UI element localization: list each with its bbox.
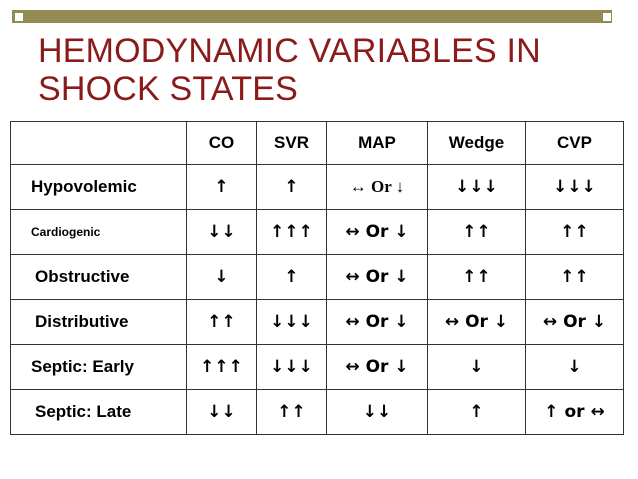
row-label: Cardiogenic bbox=[11, 210, 187, 255]
table-row-cardiogenic bbox=[11, 210, 624, 255]
table-row-distributive bbox=[11, 300, 624, 345]
decorative-top-bar bbox=[12, 10, 612, 23]
table-row-obstructive bbox=[11, 255, 624, 300]
value-cell: ↑ bbox=[187, 165, 257, 210]
row-label: Distributive bbox=[11, 300, 187, 345]
value-cell: ↑ bbox=[257, 255, 327, 300]
value-cell: ↑↑↑ bbox=[187, 345, 257, 390]
header-cell-empty bbox=[11, 122, 187, 165]
value-cell: ↔ Or ↓ bbox=[327, 255, 428, 300]
value-cell: ↓↓↓ bbox=[257, 300, 327, 345]
value-cell: ↑↑ bbox=[428, 255, 526, 300]
header-cell-wedge: Wedge bbox=[428, 122, 526, 165]
value-cell: ↔ Or ↓ bbox=[526, 300, 624, 345]
header-cell-svr: SVR bbox=[257, 122, 327, 165]
value-cell: ↔ Or ↓ bbox=[327, 165, 428, 210]
slide-title-line-1: HEMODYNAMIC VARIABLES IN bbox=[38, 32, 541, 70]
value-cell: ↓↓↓ bbox=[257, 345, 327, 390]
table-row-septic-early bbox=[11, 345, 624, 390]
slide-title-line-2: SHOCK STATES bbox=[38, 70, 298, 108]
value-cell: ↓↓ bbox=[187, 390, 257, 435]
value-cell: ↓↓↓ bbox=[428, 165, 526, 210]
header-cell-cvp: CVP bbox=[526, 122, 624, 165]
decorative-square-left bbox=[14, 12, 24, 22]
value-cell: ↑↑ bbox=[526, 210, 624, 255]
header-cell-co: CO bbox=[187, 122, 257, 165]
value-cell: ↑ or ↔ bbox=[526, 390, 624, 435]
row-label: Obstructive bbox=[11, 255, 187, 300]
value-cell: ↓ bbox=[526, 345, 624, 390]
value-cell: ↑↑ bbox=[428, 210, 526, 255]
value-cell: ↔ Or ↓ bbox=[327, 345, 428, 390]
table-header-row bbox=[11, 122, 624, 165]
row-label: Hypovolemic bbox=[11, 165, 187, 210]
value-cell: ↔ Or ↓ bbox=[428, 300, 526, 345]
value-cell: ↓↓↓ bbox=[526, 165, 624, 210]
value-cell: ↓ bbox=[428, 345, 526, 390]
row-label: Septic: Late bbox=[11, 390, 187, 435]
value-cell: ↑ bbox=[257, 165, 327, 210]
value-cell: ↓ bbox=[187, 255, 257, 300]
value-cell: ↑↑ bbox=[526, 255, 624, 300]
value-cell: ↑ bbox=[428, 390, 526, 435]
value-cell: ↔ Or ↓ bbox=[327, 300, 428, 345]
value-cell: ↑↑ bbox=[257, 390, 327, 435]
header-cell-map: MAP bbox=[327, 122, 428, 165]
value-cell: ↓↓ bbox=[187, 210, 257, 255]
table-row-hypovolemic bbox=[11, 165, 624, 210]
hemodynamic-table bbox=[10, 121, 624, 435]
decorative-square-right bbox=[602, 12, 612, 22]
value-cell: ↓↓ bbox=[327, 390, 428, 435]
row-label: Septic: Early bbox=[11, 345, 187, 390]
value-cell: ↑↑↑ bbox=[257, 210, 327, 255]
slide-title bbox=[38, 32, 618, 108]
value-cell: ↔ Or ↓ bbox=[327, 210, 428, 255]
value-cell: ↑↑ bbox=[187, 300, 257, 345]
table-row-septic-late bbox=[11, 390, 624, 435]
